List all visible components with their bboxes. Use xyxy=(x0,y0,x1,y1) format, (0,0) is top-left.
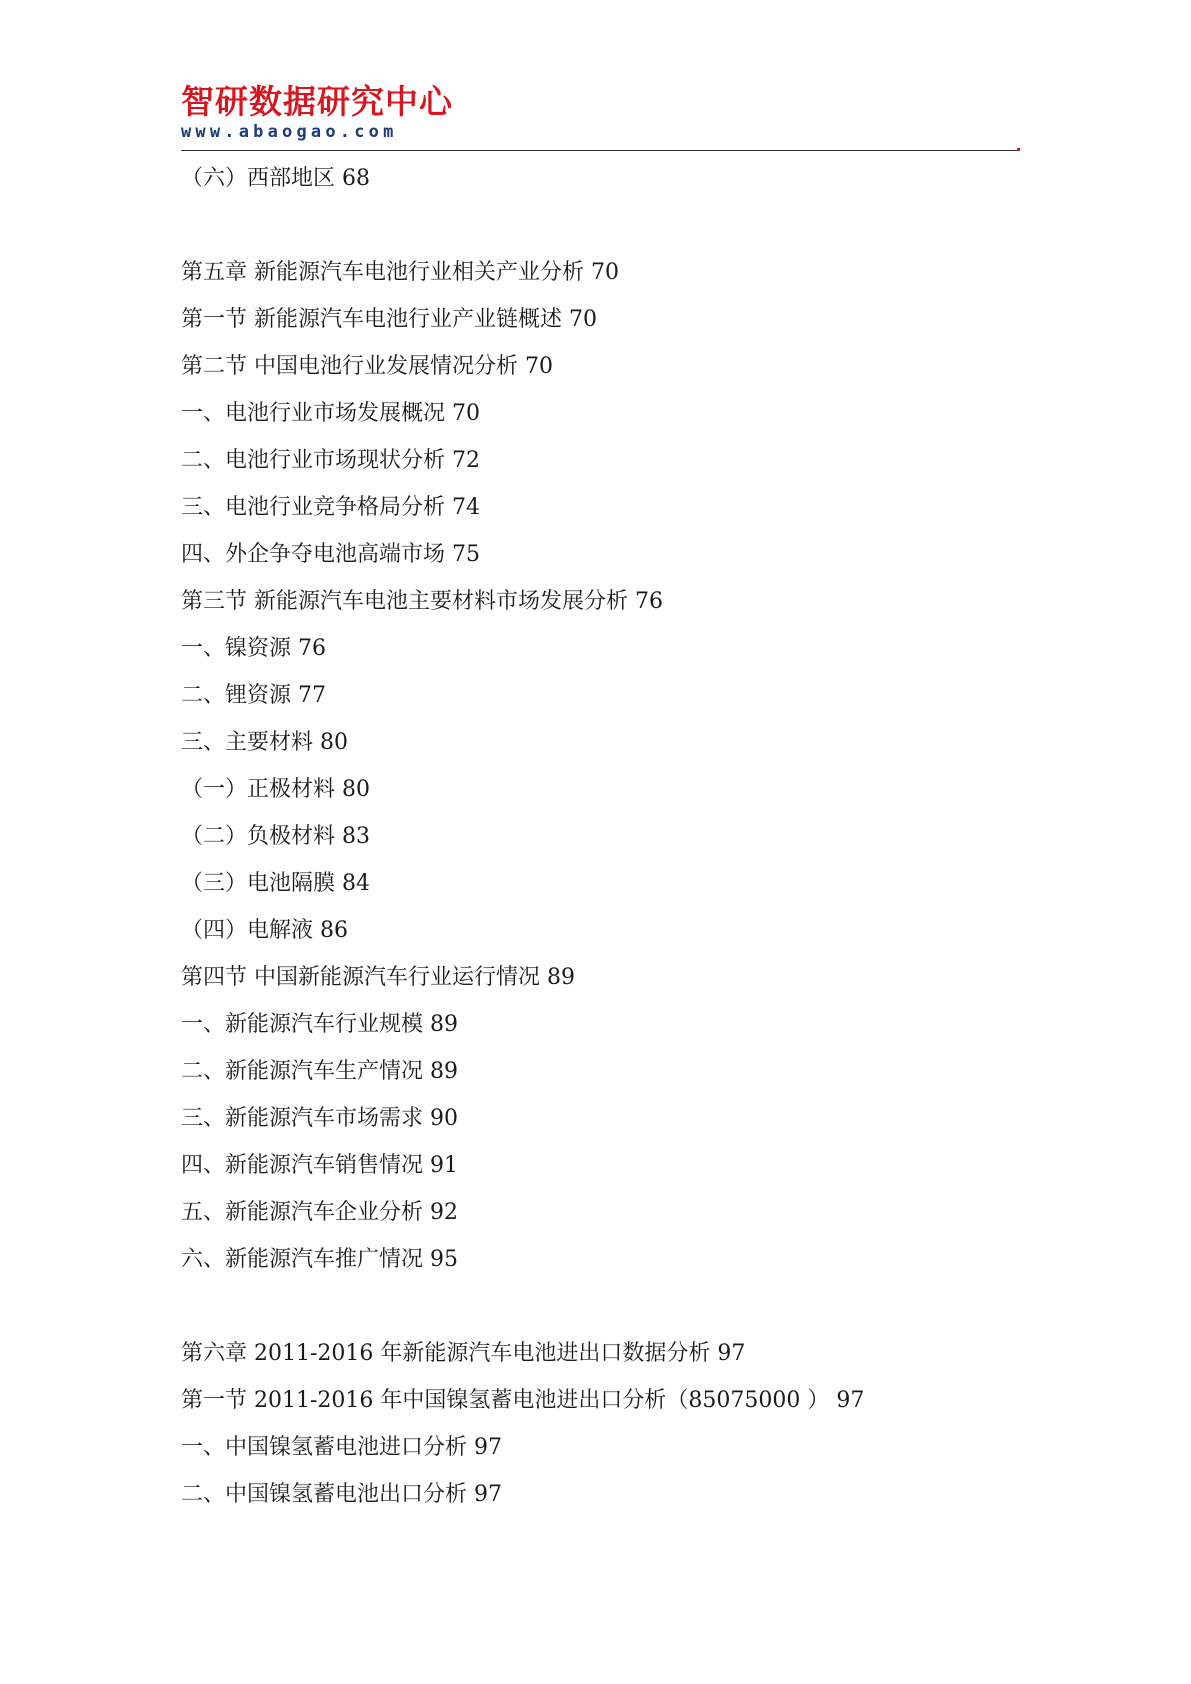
toc-entry: （六）西部地区 68 xyxy=(181,166,370,191)
toc-entry: 第四节 中国新能源汽车行业运行情况 89 xyxy=(181,965,575,990)
header-logo xyxy=(181,82,453,142)
toc-entry: 二、中国镍氢蓄电池出口分析 97 xyxy=(181,1482,502,1507)
table-of-contents xyxy=(181,155,1041,1518)
header-divider xyxy=(181,150,1019,151)
toc-entry: 第五章 新能源汽车电池行业相关产业分析 70 xyxy=(181,260,619,285)
toc-entry: 三、电池行业竞争格局分析 74 xyxy=(181,495,480,520)
toc-entry: 第一节 2011-2016 年中国镍氢蓄电池进出口分析（85075000 ） 97 xyxy=(181,1388,865,1413)
logo-url: www.abaogao.com xyxy=(181,122,398,142)
toc-entry: （二）负极材料 83 xyxy=(181,824,370,849)
toc-entry: （一）正极材料 80 xyxy=(181,777,370,802)
toc-entry: 三、主要材料 80 xyxy=(181,730,348,755)
toc-entry: 一、电池行业市场发展概况 70 xyxy=(181,401,480,426)
toc-entry: 五、新能源汽车企业分析 92 xyxy=(181,1200,458,1225)
toc-entry: 二、锂资源 77 xyxy=(181,683,326,708)
header-divider-accent xyxy=(1017,148,1020,151)
toc-entry: （三）电池隔膜 84 xyxy=(181,871,370,896)
toc-entry: 六、新能源汽车推广情况 95 xyxy=(181,1247,458,1272)
toc-entry: （四）电解液 86 xyxy=(181,918,348,943)
toc-entry: 第六章 2011-2016 年新能源汽车电池进出口数据分析 97 xyxy=(181,1341,746,1366)
toc-entry: 四、新能源汽车销售情况 91 xyxy=(181,1153,458,1178)
toc-entry: 一、新能源汽车行业规模 89 xyxy=(181,1012,458,1037)
toc-entry: 三、新能源汽车市场需求 90 xyxy=(181,1106,458,1131)
toc-spacer xyxy=(181,1283,1041,1330)
toc-entry: 一、中国镍氢蓄电池进口分析 97 xyxy=(181,1435,502,1460)
toc-entry: 第一节 新能源汽车电池行业产业链概述 70 xyxy=(181,307,597,332)
toc-entry: 第二节 中国电池行业发展情况分析 70 xyxy=(181,354,553,379)
toc-entry: 二、电池行业市场现状分析 72 xyxy=(181,448,480,473)
toc-entry: 一、镍资源 76 xyxy=(181,636,326,661)
toc-entry: 二、新能源汽车生产情况 89 xyxy=(181,1059,458,1084)
logo-title: 智研数据研究中心 xyxy=(181,82,453,121)
toc-spacer xyxy=(181,202,1041,249)
toc-entry: 第三节 新能源汽车电池主要材料市场发展分析 76 xyxy=(181,589,663,614)
toc-entry: 四、外企争夺电池高端市场 75 xyxy=(181,542,480,567)
